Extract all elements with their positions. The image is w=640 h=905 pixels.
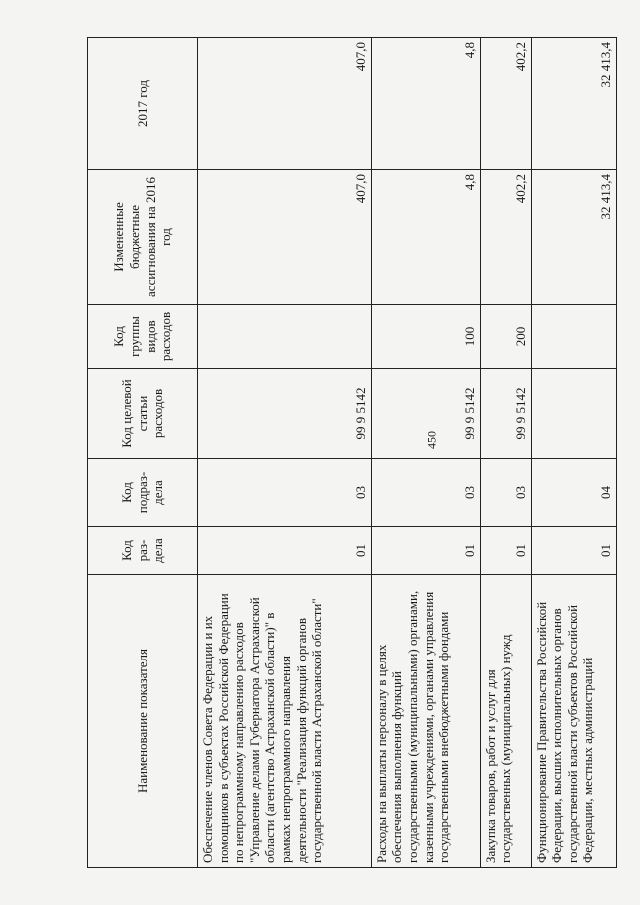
row-subsection: 04 — [531, 459, 616, 527]
row-subsection: 03 — [480, 459, 531, 527]
row-expense-group: 200 — [480, 305, 531, 369]
row-subsection: 03 — [198, 459, 372, 527]
table-header-row — [88, 38, 198, 868]
row-name: Расходы на выплаты персоналу в целях обеспечения выполнения функций государственными (муниципальными) органами, казенными учреждениями, органами управления государственными внебюджетными фондами — [371, 575, 480, 868]
header-indicator-name: Наименование показателя — [88, 575, 198, 868]
row-target-article: 99 9 5142 — [480, 369, 531, 459]
header-year-2017: 2017 год — [88, 38, 198, 170]
row-section: 01 — [531, 527, 616, 575]
row-name: Функционирование Правительства Российской Федерации, высших исполнительных органов государственной власти субъектов Российской Федерации, местных администраций — [531, 575, 616, 868]
header-allocations-2016: Измененные бюджетные ассигнования на 2016 год — [88, 170, 198, 305]
row-name: Обеспечение членов Совета Федерации и их помощников в субъектах Российской Федерации по непрограммному направлению расходов "Управление делами Губернатора Астраханской области (агентство Астраханской области)" в рамках непрограммного направления деятельности "Реализация функций органов государственной власти Астраханской области" — [198, 575, 372, 868]
page-number: 450 — [424, 431, 439, 449]
row-value-2016: 4,8 — [371, 170, 480, 305]
table-row — [531, 38, 616, 868]
table-row — [198, 38, 372, 868]
row-expense-group: 100 — [371, 305, 480, 369]
row-value-2016: 32 413,4 — [531, 170, 616, 305]
row-expense-group — [531, 305, 616, 369]
row-value-2016: 402,2 — [480, 170, 531, 305]
row-value-2017: 32 413,4 — [531, 38, 616, 170]
budget-table-container — [87, 38, 617, 868]
table-row — [480, 38, 531, 868]
row-expense-group — [198, 305, 372, 369]
row-target-article: 99 9 5142 — [371, 369, 480, 459]
row-target-article — [531, 369, 616, 459]
row-name: Закупка товаров, работ и услуг для государственных (муниципальных) нужд — [480, 575, 531, 868]
row-value-2017: 402,2 — [480, 38, 531, 170]
row-value-2017: 4,8 — [371, 38, 480, 170]
row-target-article: 99 9 5142 — [198, 369, 372, 459]
header-expense-group-code: Код группы видов расходов — [88, 305, 198, 369]
header-target-article-code: Код целевой статьи расходов — [88, 369, 198, 459]
row-value-2017: 407,0 — [198, 38, 372, 170]
row-subsection: 03 — [371, 459, 480, 527]
row-section: 01 — [371, 527, 480, 575]
table-row — [371, 38, 480, 868]
header-subsection-code: Код подраз-дела — [88, 459, 198, 527]
header-section-code: Код раз-дела — [88, 527, 198, 575]
row-section: 01 — [198, 527, 372, 575]
row-value-2016: 407,0 — [198, 170, 372, 305]
budget-table — [87, 37, 617, 868]
row-section: 01 — [480, 527, 531, 575]
